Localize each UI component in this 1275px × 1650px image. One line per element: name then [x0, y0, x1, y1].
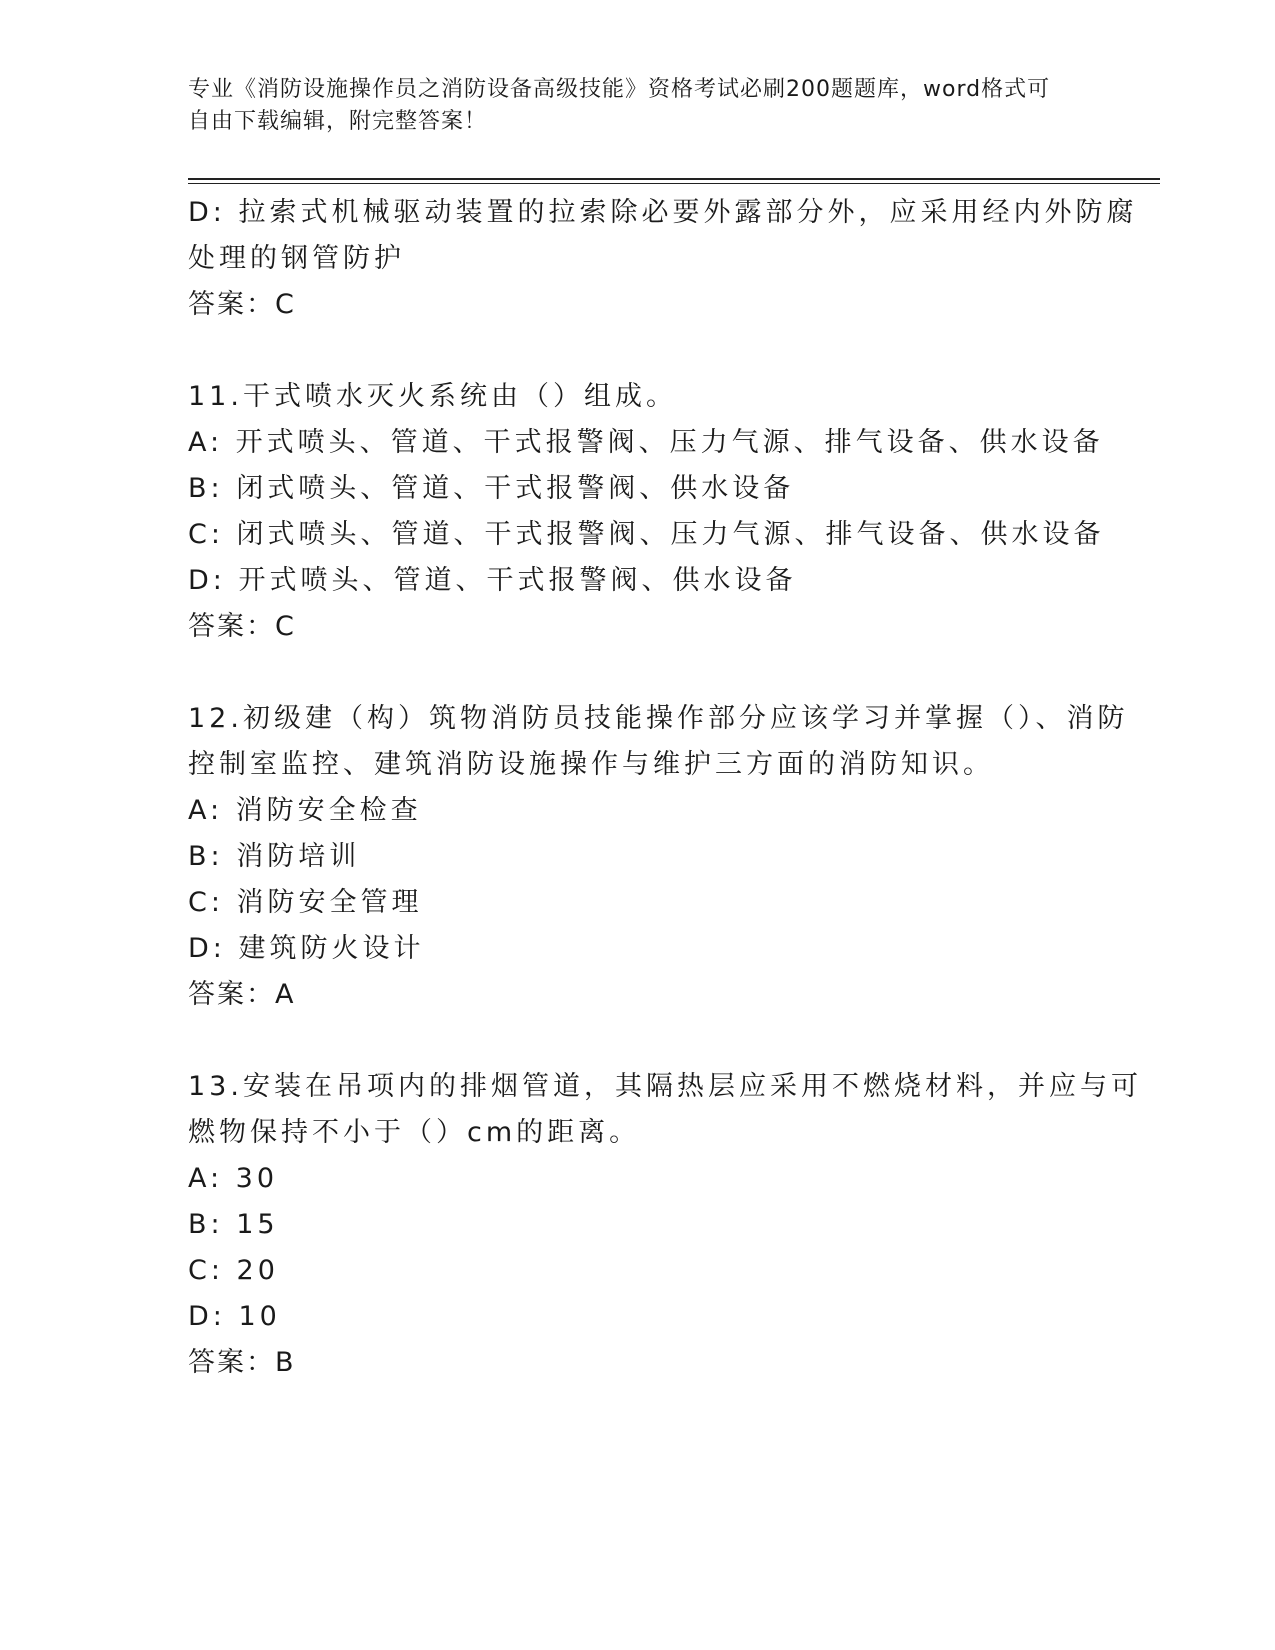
option-a: A: 开式喷头、管道、干式报警阀、压力气源、排气设备、供水设备 [188, 427, 1104, 458]
question-stem-continued: 控制室监控、建筑消防设施操作与维护三方面的消防知识。 [188, 749, 994, 780]
option-c: C: 闭式喷头、管道、干式报警阀、压力气源、排气设备、供水设备 [188, 519, 1105, 550]
answer: 答案：C [188, 289, 296, 320]
option-b: B: 闭式喷头、管道、干式报警阀、供水设备 [188, 473, 795, 504]
question-stem: 13.安装在吊项内的排烟管道，其隔热层应采用不燃烧材料，并应与可 [188, 1071, 1142, 1102]
header-divider-thick [188, 178, 1160, 180]
question-fragment [188, 190, 1138, 328]
option-d: D: 10 [188, 1301, 281, 1332]
question-stem: 12.初级建（构）筑物消防员技能操作部分应该学习并掌握（）、消防 [188, 703, 1129, 734]
option-c: C: 20 [188, 1255, 279, 1286]
question-13 [188, 1064, 1142, 1386]
option-d: D: 建筑防火设计 [188, 933, 425, 964]
answer: 答案：A [188, 979, 296, 1010]
document-header [188, 74, 1068, 138]
option-a: A: 30 [188, 1163, 279, 1194]
question-11 [188, 374, 1105, 650]
option-a: A: 消防安全检查 [188, 795, 422, 826]
option-d: D: 拉索式机械驱动装置的拉索除必要外露部分外，应采用经内外防腐 [188, 197, 1138, 228]
document-title: 专业《消防设施操作员之消防设备高级技能》资格考试必刷200题题库，word格式可自由下载编辑，附完整答案！ [188, 77, 1051, 134]
option-c: C: 消防安全管理 [188, 887, 423, 918]
question-12 [188, 696, 1129, 1018]
question-content [188, 190, 1142, 1432]
option-d: D: 开式喷头、管道、干式报警阀、供水设备 [188, 565, 797, 596]
question-stem: 11.干式喷水灭火系统由（）组成。 [188, 381, 677, 412]
header-divider-thin [188, 183, 1160, 184]
option-b: B: 15 [188, 1209, 279, 1240]
answer: 答案：C [188, 611, 296, 642]
answer: 答案：B [188, 1347, 296, 1378]
option-b: B: 消防培训 [188, 841, 361, 872]
option-d-continued: 处理的钢管防护 [188, 243, 405, 274]
question-stem-continued: 燃物保持不小于（）cm的距离。 [188, 1117, 641, 1148]
